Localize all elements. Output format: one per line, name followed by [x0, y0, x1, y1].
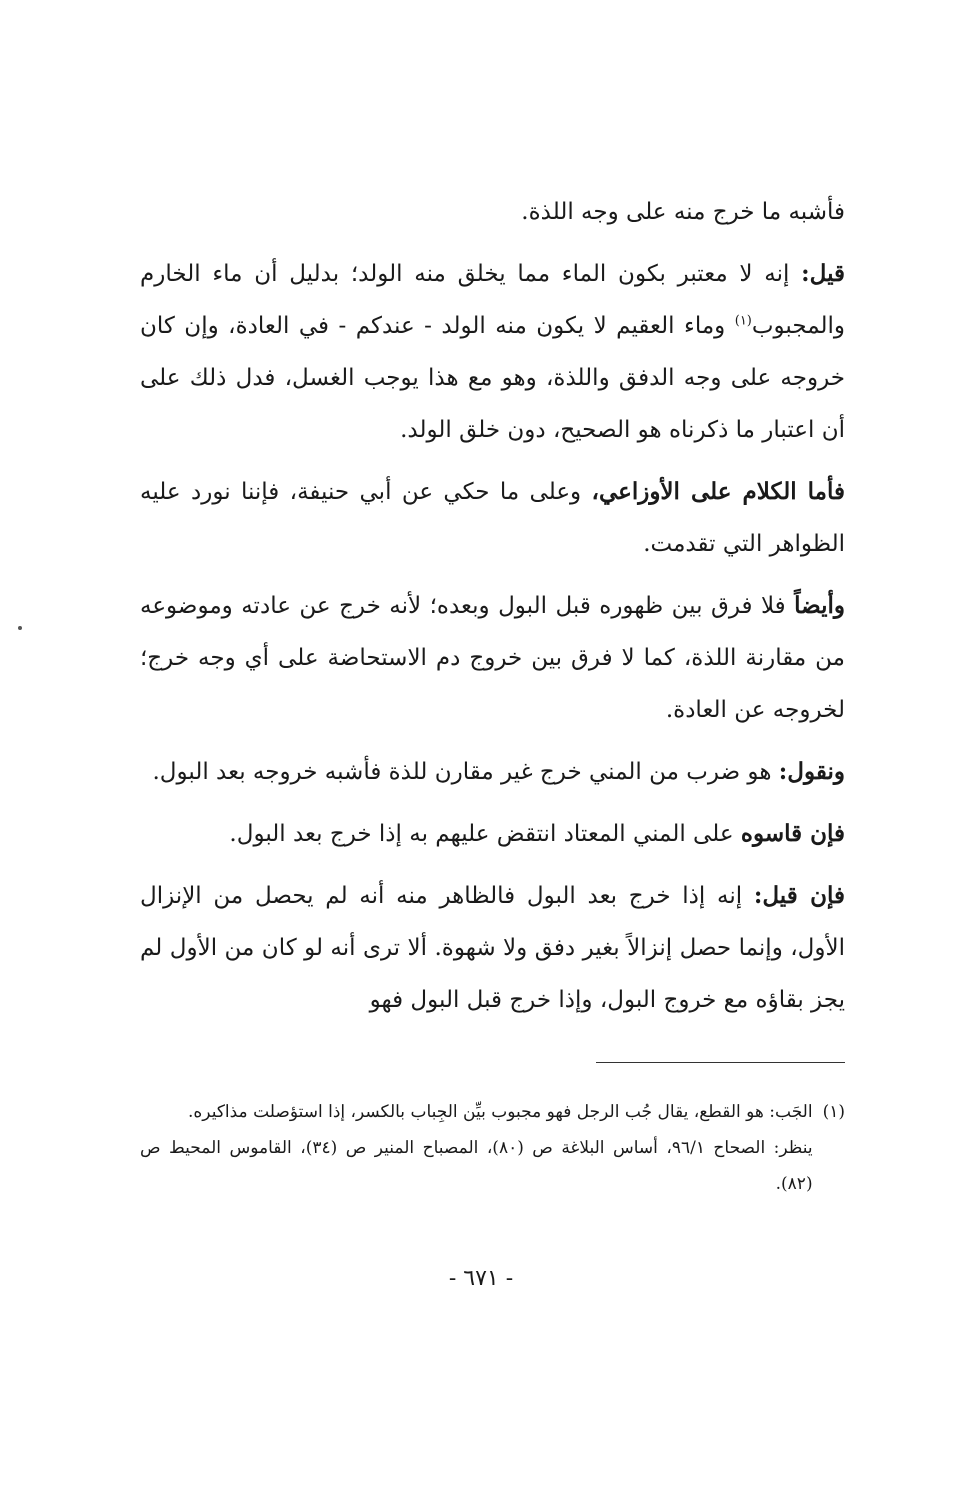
paragraph-text: على المني المعتاد انتقض عليهم به إذا خرج بعد البول. [229, 821, 741, 847]
footnote-reference: (١) [734, 313, 752, 329]
paragraph-3 [140, 466, 845, 570]
paragraph-lead: فإن قاسوه [740, 820, 845, 847]
footnote-body [140, 1094, 813, 1202]
paragraph-lead: وأيضاً [794, 592, 845, 619]
paragraph-text: وعلى ما حكي عن أبي حنيفة، فإننا نورد عليه الظواهر التي تقدمت. [140, 479, 845, 557]
footnote-1 [140, 1094, 845, 1202]
paragraph-lead: فإن قيل: [753, 882, 845, 909]
footnotes [140, 1094, 845, 1202]
paragraph-text: إنه إذا خرج بعد البول فالظاهر منه أنه لم يحصل من الإنزال الأول، وإنما حصل إنزالاً بغير دفق ولا شهوة. ألا ترى أنه لو كان من الأول لم يجز بقاؤه مع خروج البول، وإذا خرج قبل البول فهو [140, 883, 845, 1013]
paragraph-text: فأشبه ما خرج منه على وجه اللذة. [521, 199, 845, 225]
footnote-separator [596, 1062, 845, 1063]
paragraph-6 [140, 808, 845, 860]
paragraph-text: فلا فرق بين ظهوره قبل البول وبعده؛ لأنه خرج عن عادته وموضوعه من مقارنة اللذة، كما لا فرق بين خروج دم الاستحاضة على أي وجه خرج؛ لخروجه عن العادة. [140, 593, 845, 723]
paragraph-1 [140, 186, 845, 238]
page-number: - ٦٧١ - [448, 1266, 514, 1291]
paragraph-lead: فأما الكلام على الأوزاعي، [591, 478, 846, 505]
scan-speck [18, 626, 22, 630]
paragraph-text: هو ضرب من المني خرج غير مقارن للذة فأشبه خروجه بعد البول. [152, 759, 779, 785]
paragraph-lead: ونقول: [778, 758, 845, 785]
footnote-definition: الجَب: هو القطع، يقال جُب الرجل فهو مجبوب بيِّن الجِباب بالكسر، إذا استؤصلت مذاكيره. [188, 1102, 813, 1122]
footnote-sources: ينظر: الصحاح ٩٦/١، أساس البلاغة ص (٨٠)، المصباح المنير ص (٣٤)، القاموس المحيط ص (٨٢). [140, 1138, 813, 1194]
paragraph-4 [140, 580, 845, 736]
paragraph-7 [140, 870, 845, 1026]
paragraph-lead: قيل: [801, 260, 845, 287]
footnote-number: (١) [822, 1102, 845, 1122]
main-text [140, 186, 845, 1036]
paragraph-text: إنه لا معتبر بكون الماء مما يخلق منه الولد؛ بدليل أن ماء الخارم والمجبوب [140, 261, 845, 339]
paragraph-2 [140, 248, 845, 456]
paragraph-5 [140, 746, 845, 798]
paragraph-text-continued: وماء العقيم لا يكون منه الولد - عندكم - في العادة، وإن كان خروجه على وجه الدفق واللذة، وهو مع هذا يوجب الغسل، فدل ذلك على أن اعتبار ما ذكرناه هو الصحيح، دون خلق الولد. [140, 313, 845, 443]
